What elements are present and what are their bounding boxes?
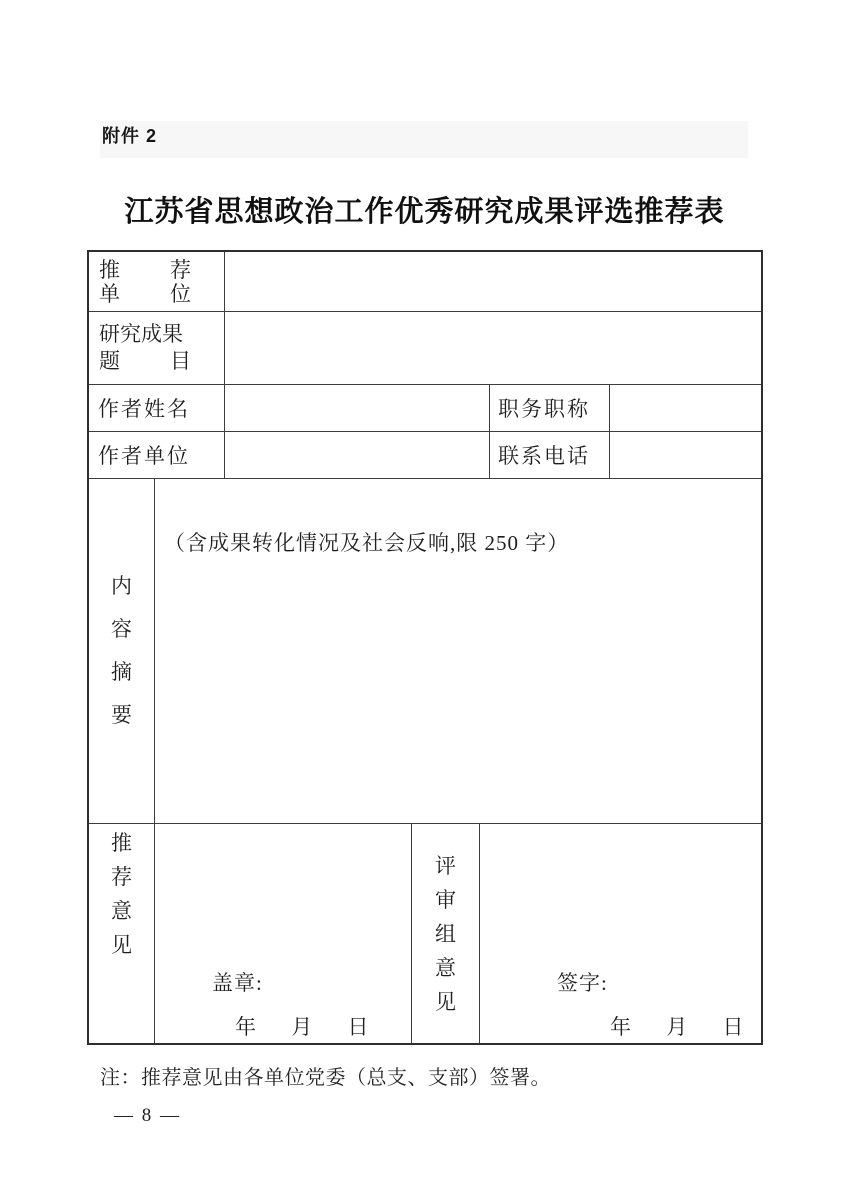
author-unit-value-cell (225, 432, 490, 479)
attachment-highlight-band (100, 121, 748, 158)
attachment-label: 附件 2 (102, 126, 158, 146)
seal-label: 盖章: (212, 971, 263, 995)
contact-phone-value-cell (610, 432, 761, 479)
signature-label: 签字: (557, 971, 608, 995)
recommending-unit-label-cell (89, 252, 225, 312)
abstract-label-cell (89, 479, 155, 824)
achievement-title-label-line2: 题目 (99, 349, 191, 373)
review-group-label-cell (412, 824, 480, 1043)
recommendation-content-cell (155, 824, 412, 1043)
review-group-label: 评审组意见 (435, 853, 456, 1014)
seal-date-line: 年 月 日 (235, 1015, 369, 1039)
recommending-unit-label-line2: 单位 (99, 282, 191, 306)
achievement-title-label-line1: 研究成果 (99, 322, 183, 346)
signature-date-line: 年 月 日 (610, 1015, 744, 1039)
page-title: 江苏省思想政治工作优秀研究成果评选推荐表 (124, 196, 725, 228)
recommendation-form-table (87, 250, 763, 1045)
position-title-label-cell: 职务职称 (490, 385, 610, 432)
achievement-title-label-cell (89, 312, 225, 385)
abstract-hint: （含成果转化情况及社会反响,限 250 字） (164, 531, 570, 555)
author-unit-label-cell: 作者单位 (89, 432, 225, 479)
contact-phone-label-cell: 联系电话 (490, 432, 610, 479)
review-group-content-cell (480, 824, 761, 1043)
recommending-unit-value-cell (225, 252, 761, 312)
achievement-title-value-cell (225, 312, 761, 385)
author-name-label-cell: 作者姓名 (89, 385, 225, 432)
recommendation-label: 推荐意见 (111, 831, 132, 957)
footnote: 注：推荐意见由各单位党委（总支、支部）签署。 (100, 1067, 551, 1089)
recommending-unit-label-line1: 推荐 (99, 258, 191, 282)
position-title-value-cell (610, 385, 761, 432)
page-number: — 8 — (114, 1105, 181, 1126)
author-name-value-cell (225, 385, 490, 432)
abstract-label: 内容摘要 (111, 574, 132, 727)
recommendation-label-cell (89, 824, 155, 1043)
abstract-content-cell (155, 479, 761, 824)
